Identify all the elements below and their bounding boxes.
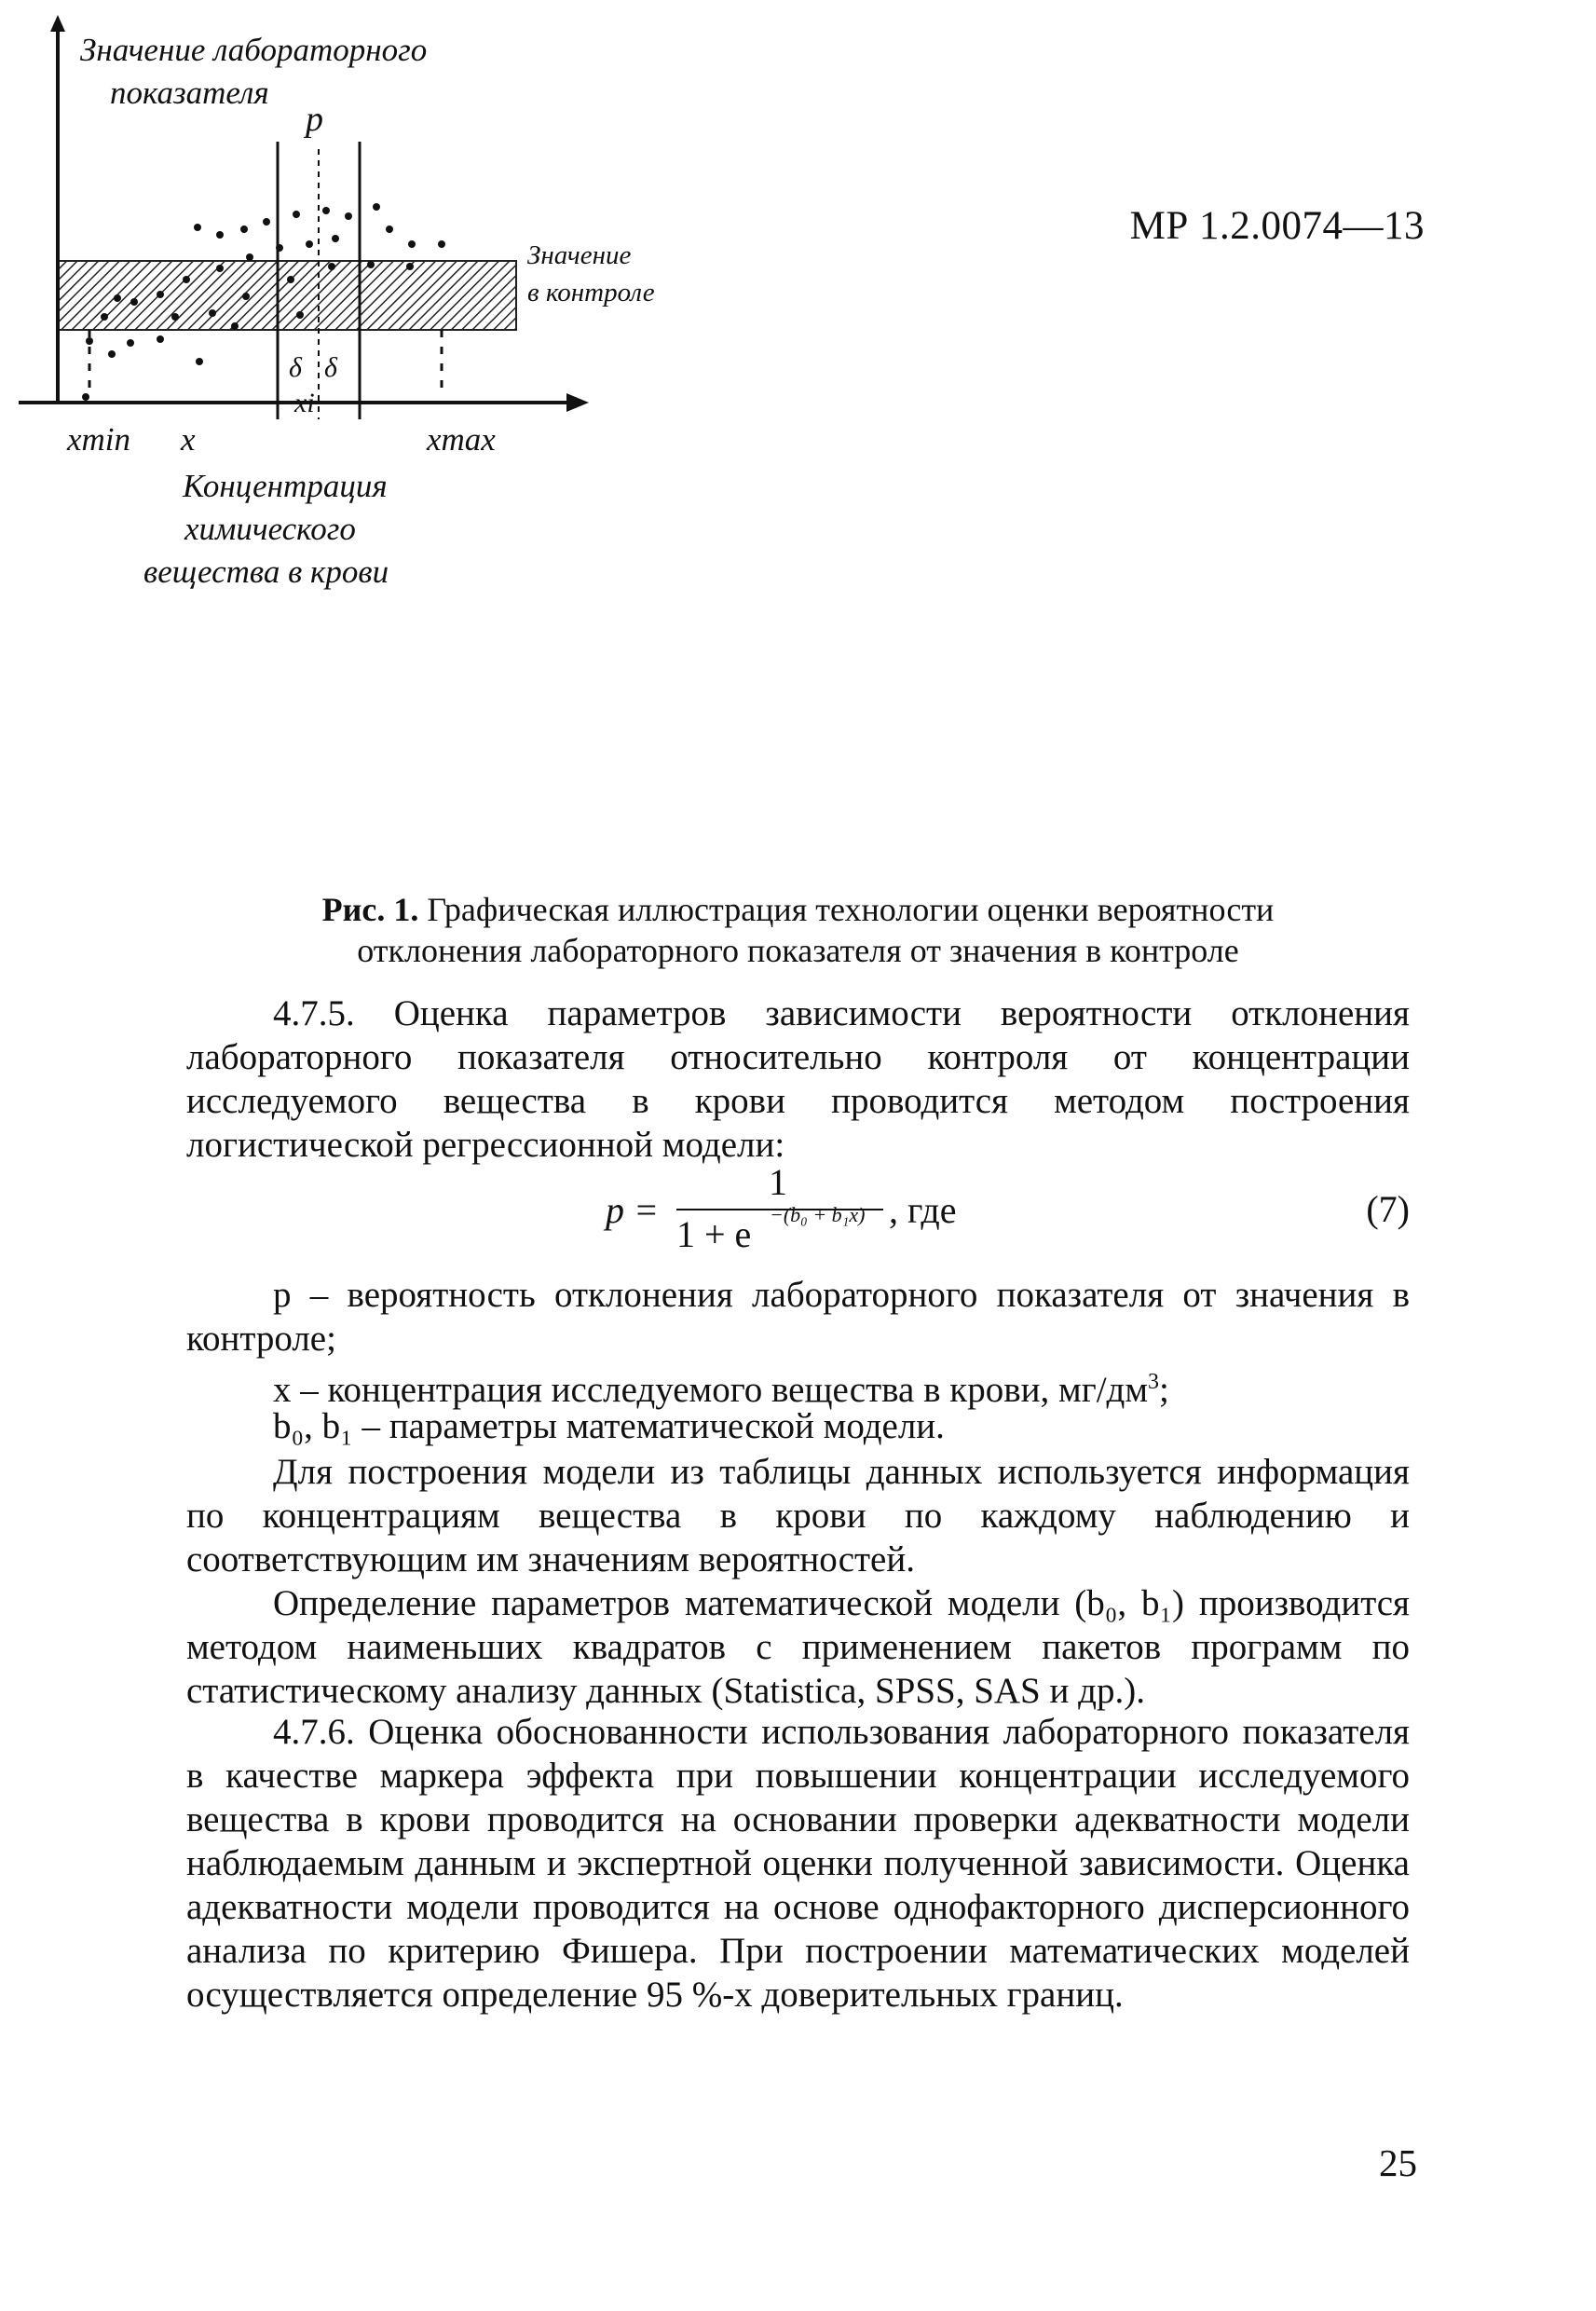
x-axis-label-line1: Концентрация <box>183 468 388 504</box>
definition-x-sup: 3 <box>1148 1370 1160 1394</box>
document-code: МР 1.2.0074—13 <box>1129 204 1425 248</box>
definition-x-text: x – концентрация исследуемого вещества в крови, мг/дм <box>273 1370 1149 1410</box>
definition-p: p – вероятность отклонения лабораторного показателя от значения в контроле; <box>186 1275 1410 1359</box>
formula-numerator: 1 <box>769 1161 787 1203</box>
caption-prefix: Рис. 1. <box>321 891 419 928</box>
band-label-line2: в контроле <box>527 278 655 308</box>
definition-x-end: ; <box>1159 1370 1169 1410</box>
delta-right: δ <box>324 352 337 383</box>
formula-7 <box>606 1160 1025 1263</box>
xmax-label: xmax <box>427 421 496 458</box>
formula-number: (7) <box>1366 1188 1410 1230</box>
x-axis-label-line2: химического <box>184 511 356 547</box>
formula-suffix: , где <box>889 1189 957 1231</box>
page-number: 25 <box>1379 2141 1417 2184</box>
y-axis-arrow <box>50 15 65 32</box>
paragraph-4-7-5: 4.7.5. Оценка параметров зависимости вероятности отклонения лабораторного показателя относительно контроля от концентрации исследуемого вещества в крови проводится методом построения логистической регрессионной модели: <box>186 993 1410 1165</box>
caption-line1 <box>186 889 1410 930</box>
formula-denominator: 1 + e <box>676 1213 752 1255</box>
delta-left: δ <box>289 352 302 383</box>
definition-b: b₀, b₁ – параметры математической модели. <box>273 1406 945 1446</box>
control-band <box>58 261 516 330</box>
figure-caption <box>186 889 1410 971</box>
caption-text-line1: Графическая иллюстрация технологии оценки вероятности <box>427 891 1275 928</box>
x-axis-label-line3: вещества в крови <box>143 554 389 590</box>
paragraph-data: Для построения модели из таблицы данных используется информация по концентрациям вещества в крови по каждому наблюдению и соответствующим им значениям вероятностей. <box>186 1452 1410 1579</box>
figure-1 <box>0 0 708 596</box>
xi-label: xi <box>294 388 315 418</box>
formula-lhs: p = <box>606 1189 659 1231</box>
paragraph-params: Определение параметров математической модели (b₀, b₁) производится методом наименьших квадратов с применением пакетов программ по статистическому анализу данных (Statistica, SPSS, SAS и др.). <box>186 1583 1410 1711</box>
formula-exponent: −(b₀ + b₁x) <box>770 1203 866 1226</box>
x-axis-arrow <box>566 393 589 412</box>
paragraph-4-7-6: 4.7.6. Оценка обоснованности использования лабораторного показателя в качестве маркера эффекта при повышении концентрации исследуемого вещества в крови проводится на основании проверки адекватности модели наблюдаемым данным и экспертной оценки полученной зависимости. Оценка адекватности модели проводится на основе однофакторного дисперсионного анализа по критерию Фишера. При построении математических моделей осуществляется определение 95 %-х доверительных границ. <box>186 1712 1410 2015</box>
y-axis-label-line2: показателя <box>110 75 269 111</box>
p-label: p <box>306 100 323 139</box>
caption-line2: отклонения лабораторного показателя от значения в контроле <box>357 932 1239 969</box>
band-label-line1: Значение <box>527 240 632 270</box>
x-label: x <box>181 421 196 458</box>
y-axis-label-line1: Значение лабораторного <box>80 32 428 68</box>
xmin-label: xmin <box>67 421 131 458</box>
